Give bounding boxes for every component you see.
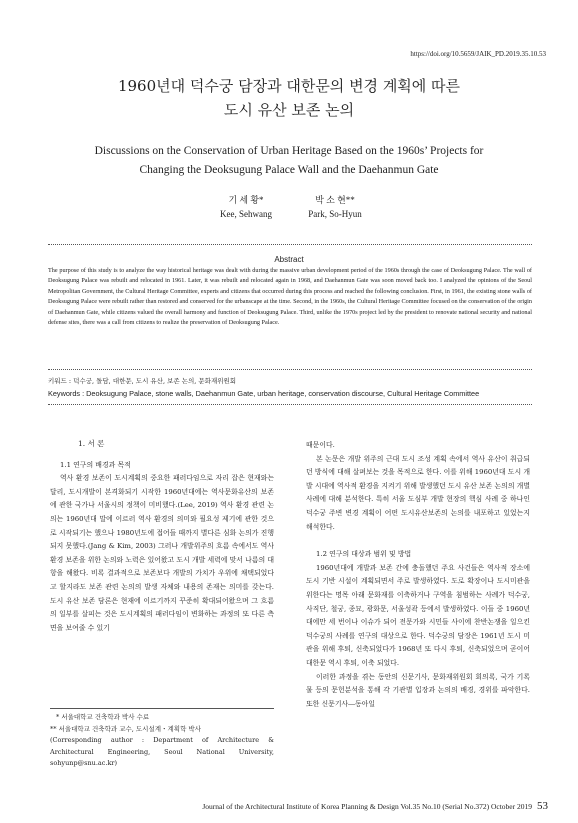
keywords-english: Keywords : Deoksugung Palace, stone walls, Daehanmun Gate, urban heritage, conservation discourse, Cultural Heritage Committee — [48, 389, 480, 398]
divider — [48, 369, 532, 370]
author-2-english: Park, So-Hyun — [308, 209, 362, 219]
section-heading: 1. 서 론 — [78, 439, 105, 448]
title-english — [0, 142, 578, 180]
title-english-line2: Changing the Deoksugung Palace Wall and the Daehanmun Gate — [139, 164, 439, 176]
title-korean-line1: 1960년대 덕수궁 담장과 대한문의 변경 계획에 따른 — [117, 77, 461, 95]
body-paragraph: 본 논문은 개발 위주의 근대 도시 조성 계획 속에서 역사 유산이 취급되던 방식에 대해 살펴보는 것을 목적으로 한다. 이를 위해 1960년대 도시 개발 시대에 역사적 환경을 지켜기 위해 발생했던 도시 유산 보존 논의의 개별 사례에 대해 분석한다. 특히 서울 도심부 개발 현장의 핵심 사례 중 하나인 덕수궁 주변 변경 계획이 어떤 도시유산보존의 논의를 내포하고 있었는지 해석한다. — [306, 454, 530, 531]
journal-footer — [0, 800, 548, 812]
author-1-english: Kee, Sehwang — [220, 209, 272, 219]
body-paragraph: 역사 환경 보존이 도시계획의 중요한 패러다임으로 자리 잡은 현재와는 달리, 도시개발이 본격화되기 시작한 1960년대에는 역사문화유산의 보존에 관한 국가나 서울시의 정책이 미비했다.(Lee, 2019) 역사 환경 관련 논의는 1960년대 말에 이르러 역사 환경의 의미와 필요성 제기에 관한 것으로 시작되기는 했으나 1980년도에 접어들 때까지 별다른 심화 논의가 진행되지 못했다.(Jang & Kim, 2003) 그러나 개발위주의 흐름 속에서도 역사 환경 보존을 위한 논의와 노력은 있어왔고 도시 개발 세력에 맞서 나름의 대항을 해왔다. 비록 결과적으로 보존보다 개발의 가치가 우위에 채택되었다고 할지라도 보존 관련 논의의 발생 자체와 내용의 존재는 의미를 갖는다. 도시 유산 보존 담론은 현재에 이르기까지 꾸준히 확대되어왔으며 그 흐름의 일부를 살피는 것은 도시계획의 패러다임이 변화하는 과정의 또 다른 측면을 보여줄 수 있기 — [50, 474, 274, 632]
footnote-3: (Corresponding author : Department of Architecture & Architectural Engineering, Seoul National University, sohyunp@snu.ac.kr) — [50, 736, 274, 767]
divider — [48, 404, 532, 405]
body-paragraph: 때문이다. — [306, 441, 335, 449]
author-1-korean: 기 세 황* — [228, 195, 264, 205]
footnote-1: * 서울대학교 건축학과 박사 수료 — [56, 713, 150, 721]
divider — [48, 244, 532, 245]
title-korean — [0, 74, 578, 122]
abstract-body: The purpose of this study is to analyze the way historical heritage was dealt with during the massive urban development period of the 1960s through the case of Deoksugung Palace. The wall of Deoksugung Palace was rebuilt and relocated in 1961. Later, it was rebuilt and relocated again in 1968, and Daehanmun Gate was soon moved back too. I analyzed the opinions of the Seoul Metropolitan Government, the Cultural Heritage Committee, experts and citizens that occurred during this process and reached the following conclusion. First, in 1961, the existing stone walls of Deoksugung Palace were rebuilt rather than restored and conserved for the urbanscape at the time. Second, in the 1960s, the Cultural Heritage Committee focused on the conservation of the origin of Daehanmun Gate, while citizens valued the overall harmony and function of Deoksugung Palace. Third, unlike the 1970s project led by the president to renovate national security and national defense sites, there was a call from citizens to realize the preservation of Deoksugung Palace. — [48, 267, 532, 327]
keywords-korean: 키워드 : 덕수궁, 돌담, 대한문, 도시 유산, 보존 논의, 문화재위원회 — [48, 377, 237, 385]
title-english-line1: Discussions on the Conservation of Urban Heritage Based on the 1960s’ Projects for — [94, 145, 484, 157]
author-2 — [275, 193, 395, 221]
journal-citation: Journal of the Architectural Institute of Korea Planning & Design Vol.35 No.10 (Serial No.372) October 2019 — [202, 802, 532, 811]
page-number: 53 — [537, 800, 548, 812]
doi-link[interactable]: https://doi.org/10.5659/JAIK_PD.2019.35.10.53 — [410, 50, 546, 58]
right-column — [306, 439, 530, 711]
footnotes — [50, 712, 274, 770]
body-paragraph: 이러한 과정을 겪는 동안의 신문기사, 문화재위원회 회의록, 국가 기록물 등의 문헌분석을 통해 각 기관별 입장과 논의의 배경, 경위를 파악한다. 또한 신문기사―동아일 — [306, 672, 530, 708]
body-paragraph: 1960년대에 개발과 보존 간에 충돌했던 주요 사건들은 역사적 장소에 도시 기반 시설이 계획되면서 주로 발생하였다. 도로 확장이나 도시미관을 위한다는 명목 아래 문화재를 이축하거나 구역을 침범하는 사례가 덕수궁, 사직단, 철궁, 종묘, 광화문, 서울성곽 등에서 발생하였다. 이들 중 1960년대에만 세 번이나 이슈가 되어 전문가와 시민들 사이에 찬반논쟁을 일으킨 덕수궁의 사례를 연구의 대상으로 한다. 덕수궁의 담장은 1961년 도시 미관을 위해 후퇴, 신축되었다가 1968년 또 다시 후퇴, 신축되었으며 곧이어 대한문 역시 후퇴, 이축 되었다. — [306, 563, 530, 667]
footnote-2: ** 서울대학교 건축학과 교수, 도시설계・계획학 박사 — [50, 724, 201, 733]
abstract-heading: Abstract — [274, 255, 304, 264]
subsection-heading: 1.2 연구의 대상과 범위 및 방법 — [316, 550, 412, 559]
author-2-korean: 박 소 현** — [315, 195, 355, 205]
footnote-rule — [50, 708, 274, 709]
subsection-heading: 1.1 연구의 배경과 목적 — [60, 460, 131, 469]
title-korean-line2: 도시 유산 보존 논의 — [223, 101, 355, 119]
left-column — [50, 437, 274, 635]
